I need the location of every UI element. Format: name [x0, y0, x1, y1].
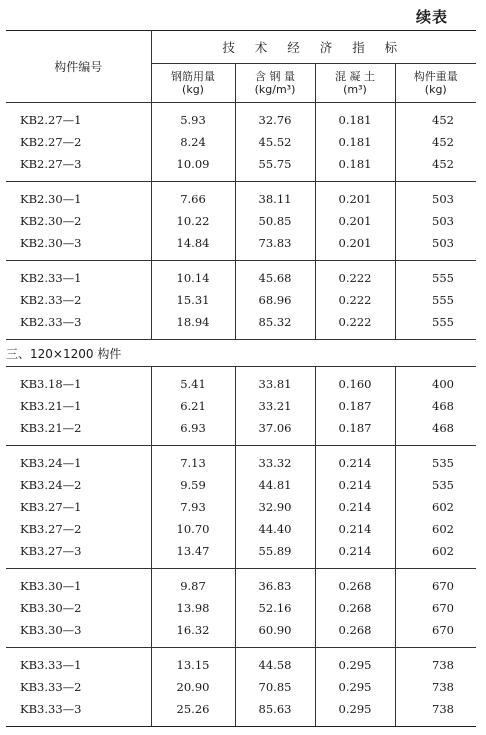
section-heading: 三、120×1200 构件 — [6, 340, 476, 367]
value-cell: 9.87 — [151, 569, 235, 598]
value-cell: 400 — [432, 377, 454, 391]
table-row — [6, 474, 476, 496]
section-b-body — [6, 367, 476, 727]
table-row — [6, 367, 476, 396]
component-id-cell: KB3.27—2 — [6, 518, 151, 540]
table-row — [6, 676, 476, 698]
table-row — [6, 153, 476, 182]
value-cell: 6.21 — [151, 395, 235, 417]
value-cell: 5.93 — [151, 103, 235, 132]
value-cell: 10.09 — [151, 153, 235, 182]
table-row — [6, 698, 476, 727]
value-cell: 16.32 — [151, 619, 235, 648]
value-cell: 52.16 — [235, 597, 315, 619]
value-cell: 36.83 — [235, 569, 315, 598]
value-cell: 85.63 — [235, 698, 315, 727]
value-cell: 468 — [395, 417, 476, 446]
column-header-weight: 构件重量 (kg) — [395, 64, 476, 103]
value-cell: 503 — [432, 214, 454, 228]
component-id-cell: KB2.27—1 — [6, 103, 151, 132]
value-cell: 85.32 — [235, 311, 315, 340]
value-cell: 670 — [395, 619, 476, 648]
value-cell: 7.93 — [151, 496, 235, 518]
value-cell: 8.24 — [151, 131, 235, 153]
value-cell: 25.26 — [151, 698, 235, 727]
value-cell: 0.201 — [315, 210, 395, 232]
value-cell: 0.214 — [315, 474, 395, 496]
value-cell: 7.13 — [151, 446, 235, 475]
value-cell: 452 — [432, 135, 454, 149]
component-id-cell: KB3.33—2 — [6, 676, 151, 698]
column-header-concrete: 混 凝 土 (m³) — [315, 64, 395, 103]
value-cell: 0.181 — [315, 103, 395, 132]
value-cell: 9.59 — [151, 474, 235, 496]
value-cell: 0.295 — [315, 648, 395, 677]
value-cell: 503 — [395, 232, 476, 261]
value-cell: 738 — [432, 680, 454, 694]
value-cell: 0.181 — [315, 131, 395, 153]
component-id-cell: KB3.33—1 — [6, 648, 151, 677]
value-cell: 0.214 — [315, 446, 395, 475]
component-id-cell: KB2.27—3 — [6, 153, 151, 182]
column-header-steel-content: 含 钢 量 (kg/m³) — [235, 64, 315, 103]
value-cell: 468 — [432, 399, 454, 413]
group-title: 技 术 经 济 指 标 — [151, 31, 476, 64]
value-cell: 33.21 — [235, 395, 315, 417]
value-cell: 670 — [432, 579, 454, 593]
value-cell: 15.31 — [151, 289, 235, 311]
component-id-cell: KB2.27—2 — [6, 131, 151, 153]
column-header-rebar: 钢筋用量 (kg) — [151, 64, 235, 103]
value-cell: 602 — [432, 500, 454, 514]
component-id-header: 构件编号 — [6, 31, 151, 103]
component-id-cell: KB2.30—2 — [6, 210, 151, 232]
value-cell: 32.76 — [235, 103, 315, 132]
value-cell: 0.295 — [315, 676, 395, 698]
table-row — [6, 261, 476, 290]
value-cell: 0.268 — [315, 619, 395, 648]
table-row — [6, 446, 476, 475]
component-id-cell: KB3.18—1 — [6, 367, 151, 396]
value-cell: 10.70 — [151, 518, 235, 540]
value-cell: 55.75 — [235, 153, 315, 182]
section-heading-body — [6, 340, 476, 367]
table-row — [6, 232, 476, 261]
value-cell: 0.222 — [315, 289, 395, 311]
value-cell: 452 — [395, 153, 476, 182]
section-a-body — [6, 103, 476, 340]
table-row — [6, 103, 476, 132]
table-row — [6, 619, 476, 648]
value-cell: 13.15 — [151, 648, 235, 677]
value-cell: 5.41 — [151, 367, 235, 396]
value-cell: 503 — [432, 192, 454, 206]
table-row — [6, 518, 476, 540]
value-cell: 0.214 — [315, 540, 395, 569]
value-cell: 45.68 — [235, 261, 315, 290]
table-row — [6, 182, 476, 211]
component-id-cell: KB2.33—2 — [6, 289, 151, 311]
value-cell: 0.214 — [315, 518, 395, 540]
value-cell: 14.84 — [151, 232, 235, 261]
value-cell: 0.187 — [315, 395, 395, 417]
value-cell: 0.187 — [315, 417, 395, 446]
value-cell: 44.40 — [235, 518, 315, 540]
component-id-cell: KB3.21—2 — [6, 417, 151, 446]
value-cell: 10.22 — [151, 210, 235, 232]
table-row — [6, 289, 476, 311]
table-row — [6, 569, 476, 598]
component-id-cell: KB3.30—2 — [6, 597, 151, 619]
value-cell: 38.11 — [235, 182, 315, 211]
component-id-cell: KB2.33—1 — [6, 261, 151, 290]
value-cell: 555 — [432, 293, 454, 307]
value-cell: 0.295 — [315, 698, 395, 727]
value-cell: 20.90 — [151, 676, 235, 698]
component-id-cell: KB3.30—1 — [6, 569, 151, 598]
table-row — [6, 417, 476, 446]
value-cell: 0.181 — [315, 153, 395, 182]
value-cell: 535 — [432, 456, 454, 470]
value-cell: 738 — [432, 658, 454, 672]
table-row — [6, 648, 476, 677]
value-cell: 555 — [432, 271, 454, 285]
value-cell: 50.85 — [235, 210, 315, 232]
value-cell: 0.268 — [315, 597, 395, 619]
value-cell: 44.58 — [235, 648, 315, 677]
value-cell: 738 — [395, 698, 476, 727]
value-cell: 60.90 — [235, 619, 315, 648]
value-cell: 0.222 — [315, 261, 395, 290]
component-id-cell: KB3.30—3 — [6, 619, 151, 648]
component-id-cell: KB3.27—3 — [6, 540, 151, 569]
value-cell: 18.94 — [151, 311, 235, 340]
component-id-cell: KB2.30—3 — [6, 232, 151, 261]
component-id-cell: KB3.24—1 — [6, 446, 151, 475]
component-id-cell: KB2.30—1 — [6, 182, 151, 211]
value-cell: 6.93 — [151, 417, 235, 446]
value-cell: 70.85 — [235, 676, 315, 698]
value-cell: 0.268 — [315, 569, 395, 598]
value-cell: 68.96 — [235, 289, 315, 311]
table-row — [6, 395, 476, 417]
value-cell: 13.98 — [151, 597, 235, 619]
value-cell: 13.47 — [151, 540, 235, 569]
value-cell: 33.81 — [235, 367, 315, 396]
spec-table — [6, 30, 476, 727]
value-cell: 45.52 — [235, 131, 315, 153]
table-row — [6, 597, 476, 619]
component-id-cell: KB3.33—3 — [6, 698, 151, 727]
table-row — [6, 496, 476, 518]
value-cell: 73.83 — [235, 232, 315, 261]
value-cell: 7.66 — [151, 182, 235, 211]
continued-label: 续表 — [415, 8, 448, 26]
value-cell: 37.06 — [235, 417, 315, 446]
value-cell: 0.201 — [315, 182, 395, 211]
component-id-cell: KB2.33—3 — [6, 311, 151, 340]
table-row — [6, 540, 476, 569]
value-cell: 55.89 — [235, 540, 315, 569]
value-cell: 0.201 — [315, 232, 395, 261]
value-cell: 10.14 — [151, 261, 235, 290]
component-id-cell: KB3.21—1 — [6, 395, 151, 417]
value-cell: 0.160 — [315, 367, 395, 396]
table-row — [6, 311, 476, 340]
value-cell: 32.90 — [235, 496, 315, 518]
component-id-cell: KB3.24—2 — [6, 474, 151, 496]
value-cell: 670 — [432, 601, 454, 615]
value-cell: 0.214 — [315, 496, 395, 518]
value-cell: 452 — [432, 113, 454, 127]
component-id-cell: KB3.27—1 — [6, 496, 151, 518]
value-cell: 44.81 — [235, 474, 315, 496]
table-row — [6, 131, 476, 153]
value-cell: 602 — [432, 522, 454, 536]
value-cell: 555 — [395, 311, 476, 340]
value-cell: 602 — [395, 540, 476, 569]
value-cell: 0.222 — [315, 311, 395, 340]
value-cell: 535 — [432, 478, 454, 492]
table-row — [6, 210, 476, 232]
value-cell: 33.32 — [235, 446, 315, 475]
